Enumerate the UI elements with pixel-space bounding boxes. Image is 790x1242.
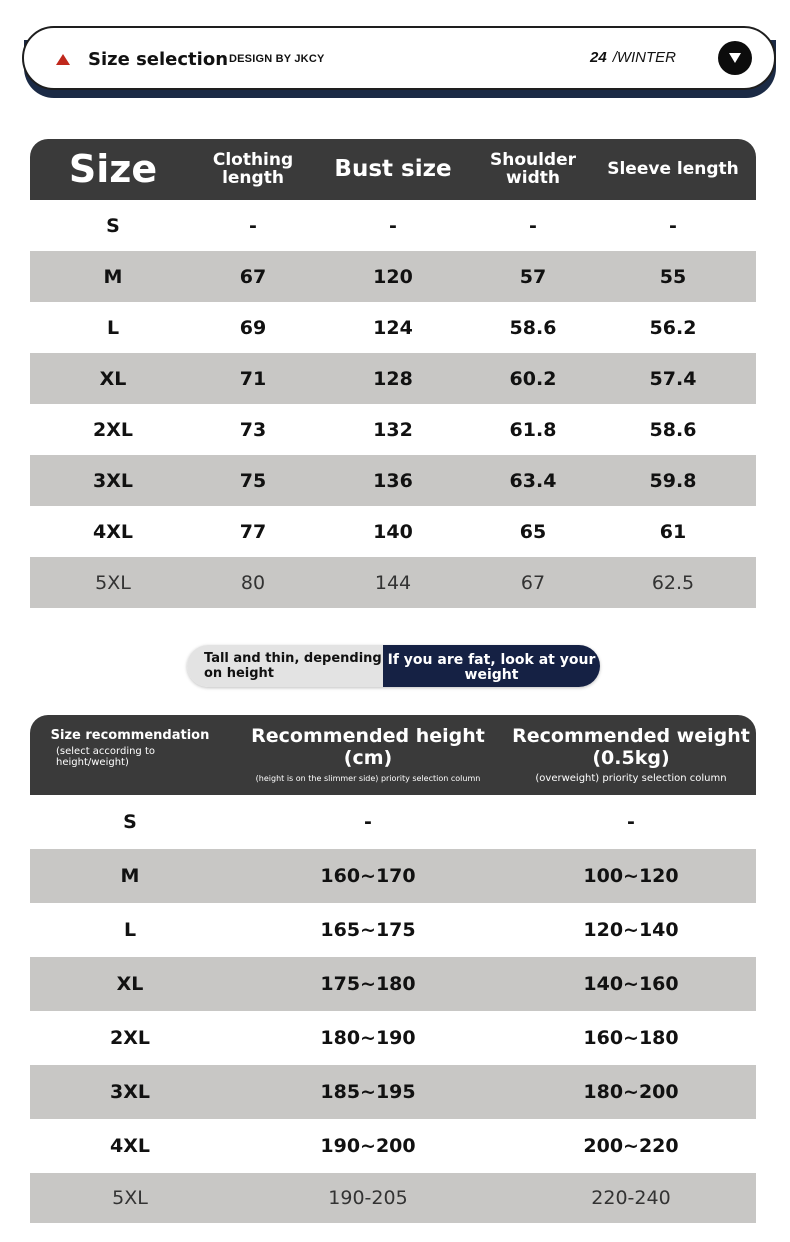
table-row <box>30 557 756 608</box>
table-cell: 57.4 <box>649 367 697 390</box>
column-header: Size <box>68 146 158 191</box>
table-cell: 58.6 <box>509 316 557 339</box>
season-name: /WINTER <box>612 49 677 66</box>
table-cell: 73 <box>239 418 267 441</box>
table-cell: 57 <box>519 265 547 288</box>
recommendation-header <box>30 715 756 795</box>
table-cell: 4XL <box>110 1135 150 1157</box>
column-title: Recommended height (cm) <box>251 725 485 770</box>
table-cell: - <box>529 214 537 237</box>
table-cell: 67 <box>520 571 546 594</box>
table-cell: 62.5 <box>651 571 695 594</box>
column-header: Sleeve length <box>607 158 739 179</box>
table-cell: 58.6 <box>649 418 697 441</box>
column-title: Recommended weight (0.5kg) <box>512 725 750 770</box>
table-cell: M <box>120 865 140 887</box>
recommendation-table <box>30 715 756 1223</box>
table-cell: 160~170 <box>320 865 416 887</box>
table-cell: 2XL <box>93 418 133 441</box>
table-cell: 220-240 <box>591 1187 671 1209</box>
table-cell: 77 <box>239 520 267 543</box>
table-cell: 5XL <box>95 571 131 594</box>
table-cell: 67 <box>239 265 267 288</box>
column-note: (select according to height/weight) <box>56 745 155 769</box>
table-cell: 65 <box>519 520 547 543</box>
table-cell: - <box>669 214 677 237</box>
table-cell: 63.4 <box>509 469 557 492</box>
table-cell: 185~195 <box>320 1081 416 1103</box>
size-chart-table <box>30 139 756 608</box>
table-cell: 165~175 <box>320 919 416 941</box>
table-cell: XL <box>99 367 127 390</box>
table-cell: 59.8 <box>649 469 697 492</box>
column-header <box>30 715 230 795</box>
table-cell: 190~200 <box>320 1135 416 1157</box>
table-cell: 80 <box>240 571 266 594</box>
table-row <box>30 251 756 302</box>
table-row <box>30 506 756 557</box>
table-cell: 100~120 <box>583 865 679 887</box>
table-cell: 128 <box>373 367 413 390</box>
table-cell: - <box>249 214 257 237</box>
table-cell: 5XL <box>112 1187 148 1209</box>
column-title: Size recommendation <box>50 728 210 743</box>
table-cell: 61 <box>659 520 687 543</box>
table-row <box>30 1119 756 1173</box>
table-cell: 180~190 <box>320 1027 416 1049</box>
table-row <box>30 903 756 957</box>
weight-option[interactable]: If you are fat, look at your weight <box>383 645 600 687</box>
size-chart-header <box>30 139 756 200</box>
table-row <box>30 455 756 506</box>
column-note: (overweight) priority selection column <box>535 772 727 784</box>
table-cell: 144 <box>374 571 412 594</box>
table-cell: - <box>627 811 635 833</box>
table-cell: 2XL <box>110 1027 150 1049</box>
table-cell: - <box>389 214 397 237</box>
brand-credit: DESIGN BY JKCY <box>229 53 325 65</box>
fit-toggle <box>187 645 600 687</box>
table-row <box>30 957 756 1011</box>
table-row <box>30 404 756 455</box>
table-row <box>30 353 756 404</box>
season-label <box>590 49 676 66</box>
table-cell: - <box>364 811 372 833</box>
table-cell: 75 <box>239 469 267 492</box>
table-cell: 69 <box>239 316 267 339</box>
table-cell: 61.8 <box>509 418 557 441</box>
table-cell: S <box>123 811 137 833</box>
column-header <box>230 715 506 795</box>
table-cell: S <box>106 214 120 237</box>
table-cell: 132 <box>373 418 413 441</box>
column-header: Clothing length <box>212 149 294 188</box>
table-cell: 120~140 <box>583 919 679 941</box>
table-cell: 55 <box>659 265 687 288</box>
table-cell: 3XL <box>93 469 133 492</box>
table-row <box>30 200 756 251</box>
table-cell: 71 <box>239 367 267 390</box>
table-cell: 140 <box>373 520 413 543</box>
table-cell: 56.2 <box>649 316 697 339</box>
table-cell: 120 <box>373 265 413 288</box>
table-row <box>30 1173 756 1223</box>
table-cell: L <box>106 316 120 339</box>
table-cell: 175~180 <box>320 973 416 995</box>
table-row <box>30 1065 756 1119</box>
chevron-down-icon[interactable] <box>718 41 752 75</box>
table-cell: 4XL <box>93 520 133 543</box>
table-cell: 124 <box>373 316 413 339</box>
table-cell: 140~160 <box>583 973 679 995</box>
table-cell: 200~220 <box>583 1135 679 1157</box>
page-title: Size selection <box>88 49 229 70</box>
table-cell: 180~200 <box>583 1081 679 1103</box>
tall-thin-option[interactable]: Tall and thin, depending on height <box>187 645 383 687</box>
table-row <box>30 1011 756 1065</box>
table-row <box>30 795 756 849</box>
table-cell: 190-205 <box>328 1187 408 1209</box>
table-row <box>30 849 756 903</box>
header-bar <box>22 26 776 90</box>
table-row <box>30 302 756 353</box>
table-cell: 136 <box>373 469 413 492</box>
triangle-icon <box>56 54 70 65</box>
table-cell: L <box>123 919 137 941</box>
table-cell: XL <box>116 973 144 995</box>
column-header: Bust size <box>334 156 452 183</box>
column-header: Shoulder width <box>489 149 577 188</box>
table-cell: 60.2 <box>509 367 557 390</box>
table-cell: 3XL <box>110 1081 150 1103</box>
table-cell: 160~180 <box>583 1027 679 1049</box>
season-number: 24 <box>590 49 607 66</box>
column-header <box>506 715 756 795</box>
column-note: (height is on the slimmer side) priority selection column <box>255 773 481 783</box>
table-cell: M <box>103 265 123 288</box>
